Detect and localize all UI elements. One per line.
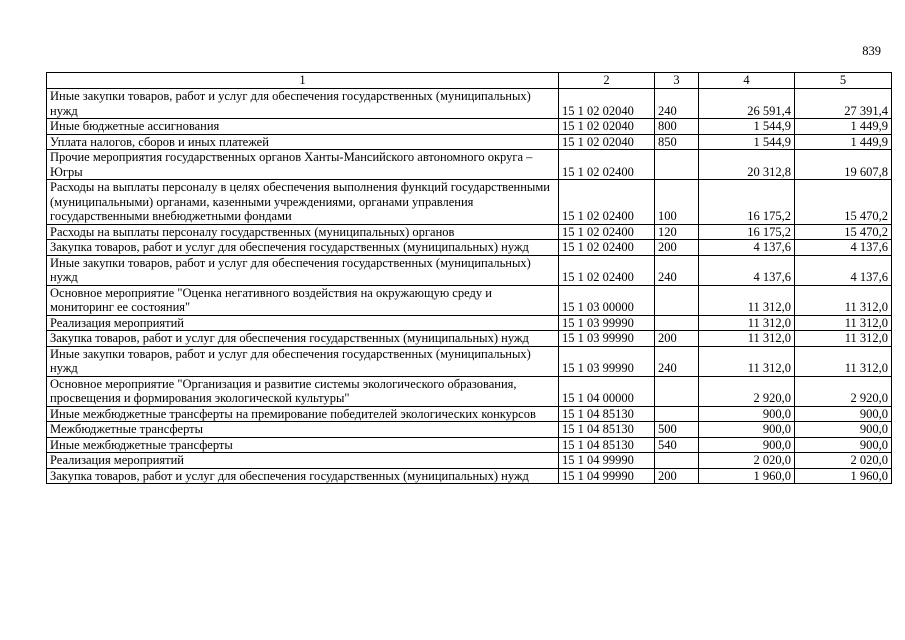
table-row — [47, 89, 892, 119]
table-row — [47, 315, 892, 331]
table-header — [47, 73, 892, 89]
row-value-5: 2 020,0 — [795, 453, 892, 469]
row-code: 15 1 02 02040 — [559, 119, 655, 135]
row-value-4: 4 137,6 — [699, 240, 795, 256]
row-code: 15 1 02 02400 — [559, 224, 655, 240]
row-value-4: 900,0 — [699, 406, 795, 422]
header-col-4: 4 — [699, 73, 795, 89]
page-number: 839 — [862, 44, 881, 58]
table-row — [47, 240, 892, 256]
row-value-4: 2 920,0 — [699, 376, 795, 406]
row-value-4: 16 175,2 — [699, 180, 795, 225]
row-name: Закупка товаров, работ и услуг для обеспечения государственных (муниципальных) нужд — [47, 468, 559, 484]
row-type: 240 — [655, 346, 699, 376]
row-type — [655, 376, 699, 406]
row-name: Реализация мероприятий — [47, 453, 559, 469]
row-value-5: 19 607,8 — [795, 150, 892, 180]
row-value-5: 4 137,6 — [795, 255, 892, 285]
row-value-4: 4 137,6 — [699, 255, 795, 285]
row-name: Реализация мероприятий — [47, 315, 559, 331]
row-value-5: 2 920,0 — [795, 376, 892, 406]
row-value-5: 15 470,2 — [795, 180, 892, 225]
table-row — [47, 180, 892, 225]
row-value-4: 11 312,0 — [699, 285, 795, 315]
row-value-4: 11 312,0 — [699, 315, 795, 331]
table-row — [47, 468, 892, 484]
row-value-4: 16 175,2 — [699, 224, 795, 240]
row-name: Основное мероприятие "Организация и развитие системы экологического образования, просвещения и формирования экологической культуры" — [47, 376, 559, 406]
row-value-5: 11 312,0 — [795, 346, 892, 376]
row-value-5: 11 312,0 — [795, 315, 892, 331]
header-col-2: 2 — [559, 73, 655, 89]
table-row — [47, 437, 892, 453]
row-code: 15 1 03 00000 — [559, 285, 655, 315]
row-type: 240 — [655, 89, 699, 119]
row-code: 15 1 04 85130 — [559, 422, 655, 438]
row-type: 200 — [655, 468, 699, 484]
row-value-5: 27 391,4 — [795, 89, 892, 119]
row-value-5: 1 449,9 — [795, 134, 892, 150]
row-code: 15 1 04 85130 — [559, 437, 655, 453]
header-row — [47, 73, 892, 89]
row-code: 15 1 02 02400 — [559, 240, 655, 256]
table-row — [47, 422, 892, 438]
row-value-4: 26 591,4 — [699, 89, 795, 119]
table-row — [47, 453, 892, 469]
row-value-5: 900,0 — [795, 437, 892, 453]
table-row — [47, 119, 892, 135]
row-value-4: 1 544,9 — [699, 119, 795, 135]
row-value-5: 900,0 — [795, 406, 892, 422]
row-name: Расходы на выплаты персоналу в целях обеспечения выполнения функций государственными (муниципальными) органами, казенными учреждениями, органами управления государственными внебюджетными фондами — [47, 180, 559, 225]
row-value-4: 900,0 — [699, 422, 795, 438]
row-name: Иные закупки товаров, работ и услуг для обеспечения государственных (муниципальных) нужд — [47, 89, 559, 119]
row-code: 15 1 02 02400 — [559, 150, 655, 180]
row-name: Иные закупки товаров, работ и услуг для обеспечения государственных (муниципальных) нужд — [47, 255, 559, 285]
row-value-5: 900,0 — [795, 422, 892, 438]
row-value-4: 11 312,0 — [699, 346, 795, 376]
row-value-4: 900,0 — [699, 437, 795, 453]
row-type — [655, 285, 699, 315]
row-type: 200 — [655, 240, 699, 256]
row-type: 200 — [655, 331, 699, 347]
row-name: Иные закупки товаров, работ и услуг для обеспечения государственных (муниципальных) нужд — [47, 346, 559, 376]
row-type: 240 — [655, 255, 699, 285]
table-row — [47, 150, 892, 180]
row-value-4: 20 312,8 — [699, 150, 795, 180]
row-code: 15 1 03 99990 — [559, 315, 655, 331]
table-row — [47, 331, 892, 347]
row-name: Иные межбюджетные трансферты — [47, 437, 559, 453]
row-type: 120 — [655, 224, 699, 240]
row-name: Прочие мероприятия государственных органов Ханты-Мансийского автономного округа – Югры — [47, 150, 559, 180]
row-value-5: 1 449,9 — [795, 119, 892, 135]
row-value-4: 2 020,0 — [699, 453, 795, 469]
row-type — [655, 406, 699, 422]
row-type: 850 — [655, 134, 699, 150]
row-code: 15 1 03 99990 — [559, 331, 655, 347]
row-value-4: 1 960,0 — [699, 468, 795, 484]
row-name: Межбюджетные трансферты — [47, 422, 559, 438]
row-value-5: 11 312,0 — [795, 331, 892, 347]
row-value-5: 4 137,6 — [795, 240, 892, 256]
row-code: 15 1 04 99990 — [559, 453, 655, 469]
header-col-1: 1 — [47, 73, 559, 89]
row-name: Иные межбюджетные трансферты на премирование победителей экологических конкурсов — [47, 406, 559, 422]
row-name: Закупка товаров, работ и услуг для обеспечения государственных (муниципальных) нужд — [47, 331, 559, 347]
row-name: Уплата налогов, сборов и иных платежей — [47, 134, 559, 150]
table-row — [47, 346, 892, 376]
table-row — [47, 255, 892, 285]
row-type: 540 — [655, 437, 699, 453]
table-body — [47, 89, 892, 484]
row-name: Иные бюджетные ассигнования — [47, 119, 559, 135]
row-type — [655, 315, 699, 331]
row-code: 15 1 03 99990 — [559, 346, 655, 376]
row-type: 800 — [655, 119, 699, 135]
table-row — [47, 406, 892, 422]
table-row — [47, 376, 892, 406]
row-code: 15 1 04 00000 — [559, 376, 655, 406]
row-type: 500 — [655, 422, 699, 438]
row-name: Основное мероприятие "Оценка негативного воздействия на окружающую среду и мониторинг ее состояния" — [47, 285, 559, 315]
header-col-3: 3 — [655, 73, 699, 89]
row-code: 15 1 04 99990 — [559, 468, 655, 484]
row-code: 15 1 02 02040 — [559, 89, 655, 119]
row-value-5: 11 312,0 — [795, 285, 892, 315]
row-type — [655, 150, 699, 180]
row-code: 15 1 02 02400 — [559, 255, 655, 285]
budget-table — [46, 72, 892, 484]
header-col-5: 5 — [795, 73, 892, 89]
row-name: Закупка товаров, работ и услуг для обеспечения государственных (муниципальных) нужд — [47, 240, 559, 256]
row-code: 15 1 02 02040 — [559, 134, 655, 150]
row-name: Расходы на выплаты персоналу государственных (муниципальных) органов — [47, 224, 559, 240]
row-value-5: 15 470,2 — [795, 224, 892, 240]
row-value-5: 1 960,0 — [795, 468, 892, 484]
row-value-4: 11 312,0 — [699, 331, 795, 347]
table-row — [47, 134, 892, 150]
row-type: 100 — [655, 180, 699, 225]
table-row — [47, 285, 892, 315]
table-row — [47, 224, 892, 240]
row-code: 15 1 02 02400 — [559, 180, 655, 225]
row-code: 15 1 04 85130 — [559, 406, 655, 422]
row-type — [655, 453, 699, 469]
row-value-4: 1 544,9 — [699, 134, 795, 150]
